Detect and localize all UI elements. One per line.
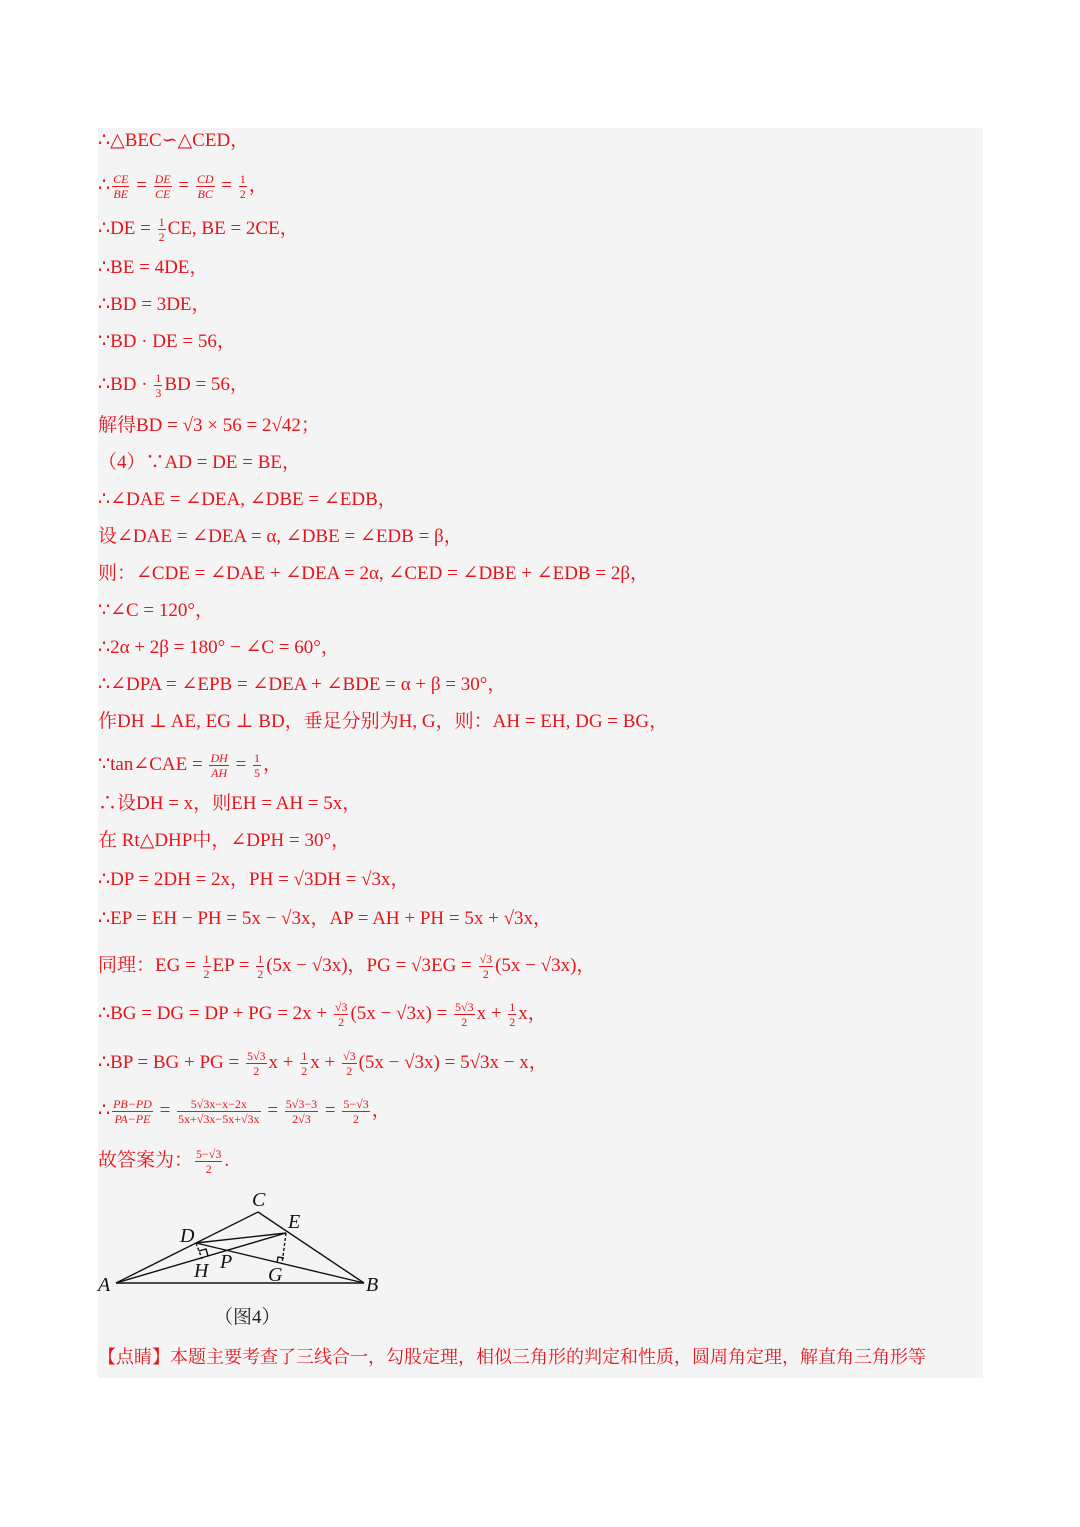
step-line: 则：∠CDE = ∠DAE + ∠DEA = 2α, ∠CED = ∠DBE + ∠EDB = 2β，	[98, 563, 649, 584]
label-a: A	[98, 1274, 111, 1296]
label-h: H	[194, 1260, 209, 1282]
step-line: ∴BP = BG + PG = $\frac{5√3}{2}$ x + $\frac{1}{2}$ x + $\frac{√3}{2}$ (5x − √3x) = 5√3x − x，	[98, 1049, 548, 1078]
label-e: E	[288, 1211, 301, 1233]
figure-caption: （图4）	[214, 1307, 281, 1328]
label-c: C	[252, 1189, 266, 1211]
step-line: 作DH ⊥ AE, EG ⊥ BD，垂足分别为H, G，则：AH = EH, DG = BG，	[98, 711, 669, 732]
step-line: ∴EP = EH − PH = 5x − √3x，AP = AH + PH = 5x + √3x，	[98, 908, 553, 929]
step-line: ∴BD = 3DE，	[98, 294, 211, 315]
label-d: D	[180, 1225, 195, 1247]
step-line: ∴BE = 4DE，	[98, 257, 209, 278]
segment-de	[196, 1233, 286, 1243]
step-line: ∵∠C = 120°，	[98, 600, 214, 621]
step-line: ∴ $\frac{PB-PD}{PA-PE}$ = $\frac{5√3x-x-2x}{5x+√3x-5x+√3x}$ = $\frac{5√3-3}{2√3}$ = $\frac{5-√3}{2}$ ，	[98, 1097, 391, 1126]
step-line: （4）∵AD = DE = BE，	[98, 452, 301, 473]
step-line: ∴ $\frac{CE}{BE}$ = $\frac{DE}{CE}$ = $\frac{CD}{BC}$ = $\frac{1}{2}$ ，	[98, 172, 268, 201]
step-line: ∴设DH = x，则EH = AH = 5x，	[98, 793, 362, 814]
key-point-text: 本题主要考查了三线合一，勾股定理，相似三角形的判定和性质，圆周角定理，解直角三角形等	[170, 1347, 926, 1367]
key-point-note	[98, 1343, 926, 1369]
step-line: 在 Rt△DHP中，∠DPH = 30°，	[98, 830, 351, 851]
step-line: 解得BD = √3 × 56 = 2√42；	[98, 415, 320, 436]
step-line: 同理：EG = $\frac{1}{2}$ EP = $\frac{1}{2}$ (5x − √3x)，PG = √3EG = $\frac{√3}{2}$ (5x − √3x)，	[98, 952, 596, 981]
segment-eg	[282, 1233, 286, 1264]
step-line: ∴2α + 2β = 180° − ∠C = 60°，	[98, 637, 340, 658]
step-line: ∴∠DPA = ∠EPB = ∠DEA + ∠BDE = α + β = 30°，	[98, 674, 507, 695]
step-line: ∴BD · $\frac{1}{3}$ BD = 56，	[98, 371, 249, 400]
step-line: ∴∠DAE = ∠DEA, ∠DBE = ∠EDB，	[98, 489, 397, 510]
step-line: ∵tan∠CAE = $\frac{DH}{AH}$ = $\frac{1}{5}$ ，	[98, 751, 283, 780]
step-line: ∵BD · DE = 56，	[98, 331, 236, 352]
label-b: B	[366, 1274, 379, 1296]
step-line: ∴DE = $\frac{1}{2}$ CE, BE = 2CE，	[98, 215, 299, 244]
label-g: G	[268, 1264, 283, 1286]
step-line: 设∠DAE = ∠DEA = α, ∠DBE = ∠EDB = β，	[98, 526, 463, 547]
step-line: ∴BG = DG = DP + PG = 2x + $\frac{√3}{2}$ (5x − √3x) = $\frac{5√3}{2}$ x + $\frac{1}{2}$ x，	[98, 1000, 547, 1029]
step-line: ∴DP = 2DH = 2x，PH = √3DH = √3x，	[98, 869, 410, 890]
geometry-figure	[96, 1188, 396, 1298]
label-p: P	[220, 1251, 233, 1273]
key-point-tag: 【点睛】	[98, 1347, 170, 1367]
final-answer-line: 故答案为： $\frac{5-√3}{2}$ .	[98, 1147, 230, 1176]
step-line: ∴△BEC∽△CED，	[98, 130, 250, 151]
